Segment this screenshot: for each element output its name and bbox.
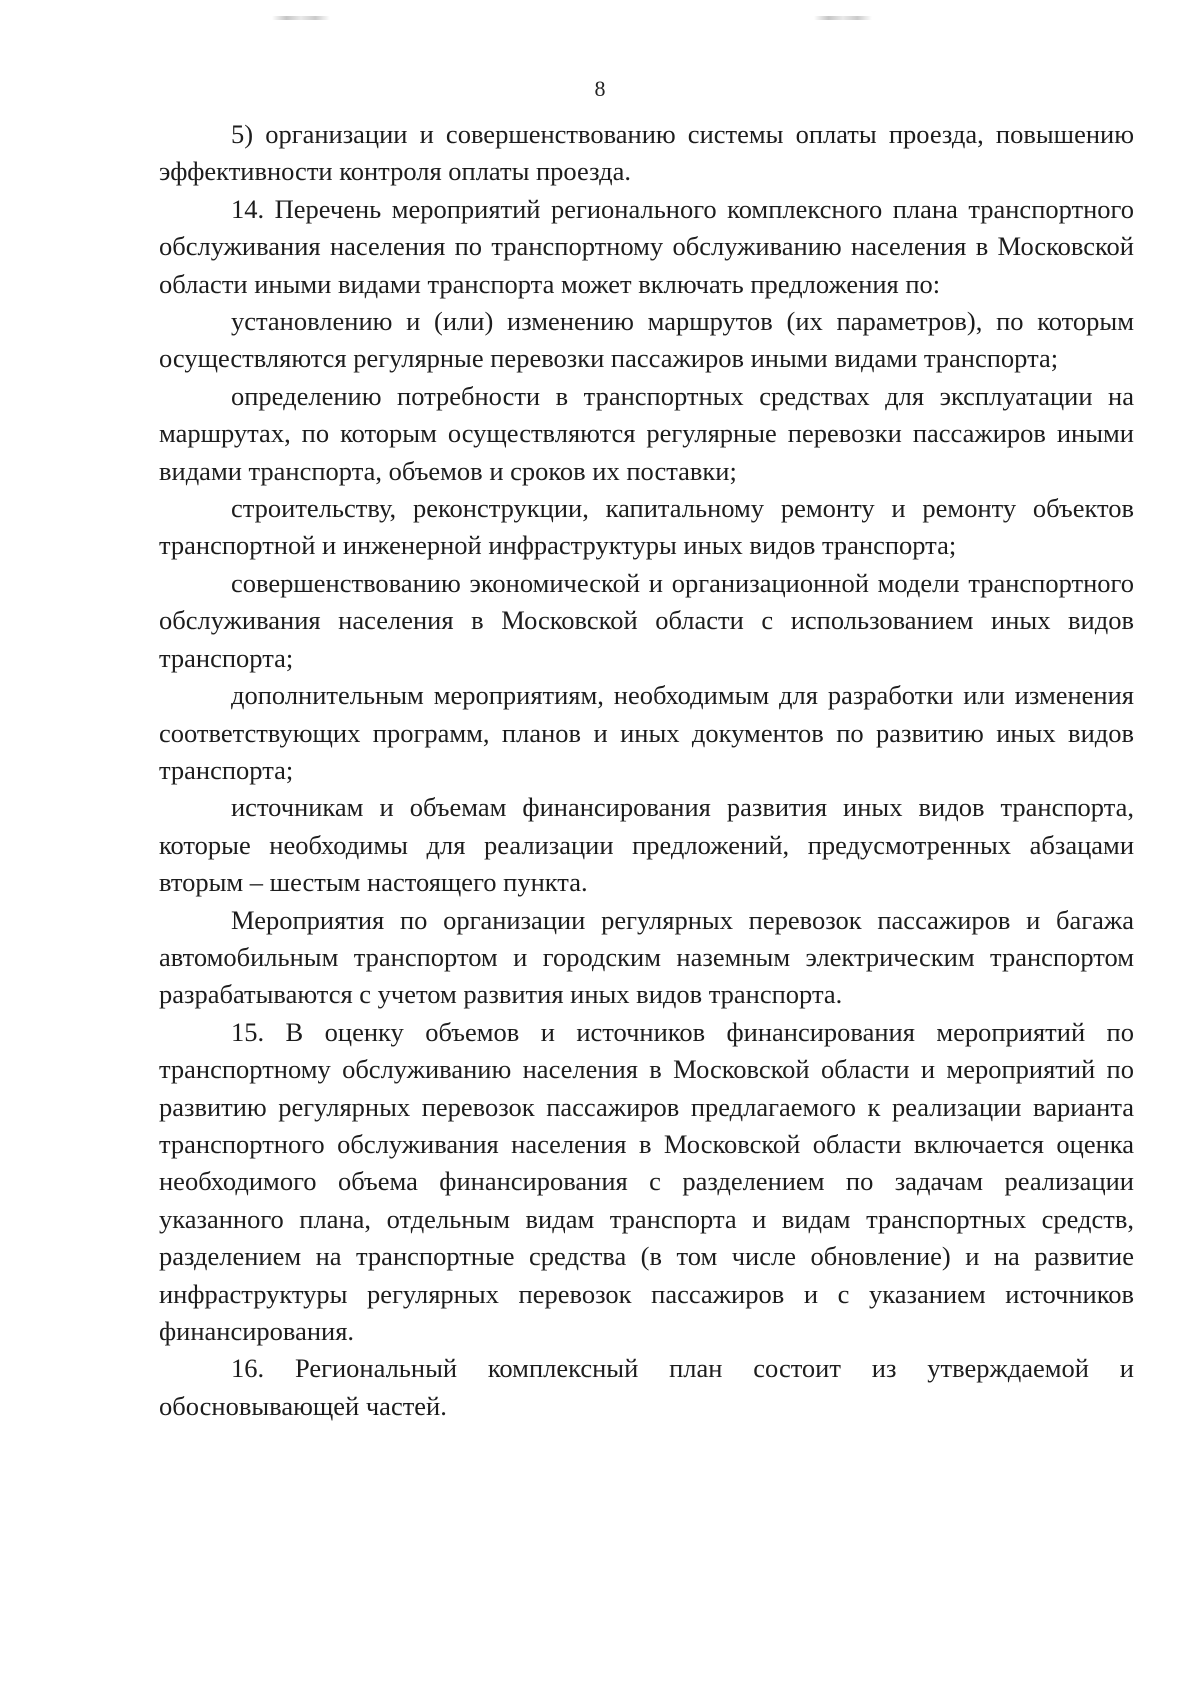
paragraph-additional-measures: дополнительным мероприятиям, необходимым для разработки или изменения соответствующих программ, планов и иных документов по развитию иных видов транспорта; bbox=[159, 680, 1134, 785]
paragraph-construction: строительству, реконструкции, капитальному ремонту и ремонту объектов транспортной и инженерной инфраструктуры иных видов транспорта; bbox=[159, 493, 1134, 561]
paragraph-vehicle-needs: определению потребности в транспортных средствах для эксплуатации на маршрутах, по которым осуществляются регулярные перевозки пассажиров иными видами транспорта, объемов и сроков их поставки; bbox=[159, 380, 1134, 486]
paragraph-bus-electric-transport: Мероприятия по организации регулярных перевозок пассажиров и багажа автомобильным транспортом и городским наземным электрическим транспортом разрабатываются с учетом развития иных видов транспорта. bbox=[159, 904, 1134, 1010]
scan-artifact-left bbox=[272, 16, 330, 20]
paragraph-economic-model: совершенствованию экономической и организационной модели транспортного обслуживания населения в Московской области с использованием иных видов транспорта; bbox=[159, 567, 1134, 673]
page-number: 8 bbox=[594, 76, 606, 101]
document-body bbox=[159, 116, 1134, 1425]
paragraph-clause-16: 16. Региональный комплексный план состоит из утверждаемой и обосновывающей частей. bbox=[159, 1353, 1134, 1421]
paragraph-financing-sources: источникам и объемам финансирования развития иных видов транспорта, которые необходимы для реализации предложений, предусмотренных абзацами вторым – шестым настоящего пункта. bbox=[159, 792, 1134, 898]
paragraph-routes: установлению и (или) изменению маршрутов (их параметров), по которым осуществляются регулярные перевозки пассажиров иными видами транспорта; bbox=[159, 306, 1134, 374]
scan-artifact-right bbox=[814, 16, 872, 20]
paragraph-item-5: 5) организации и совершенствованию системы оплаты проезда, повышению эффективности контроля оплаты проезда. bbox=[159, 119, 1134, 187]
paragraph-clause-14: 14. Перечень мероприятий регионального комплексного плана транспортного обслуживания населения по транспортному обслуживанию населения в Московской области иными видами транспорта может включать предложения по: bbox=[159, 193, 1134, 299]
paragraph-clause-15: 15. В оценку объемов и источников финансирования мероприятий по транспортному обслуживанию населения в Московской области и мероприятий по развитию регулярных перевозок пассажиров предлагаемого к реализации варианта транспортного обслуживания населения в Московской области включается оценка необходимого объема финансирования с разделением по задачам реализации указанного плана, отдельным видам транспорта и видам транспортных средств, разделением на транспортные средства (в том числе обновление) и на развитие инфраструктуры регулярных перевозок пассажиров и с указанием источников финансирования. bbox=[159, 1016, 1134, 1346]
